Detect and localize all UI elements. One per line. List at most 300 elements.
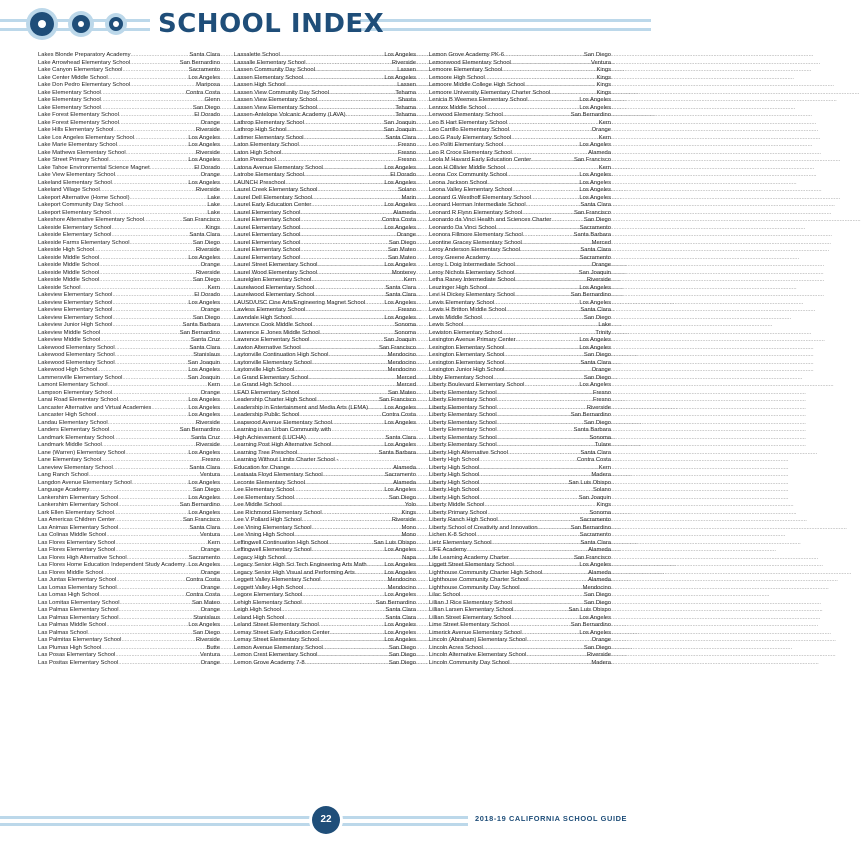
dot-leader <box>329 90 395 98</box>
school-name: Landau Elementary School <box>38 419 108 426</box>
dot-leader <box>526 202 581 210</box>
school-name: Las Flores Elementary School <box>38 547 116 553</box>
school-name: Lee Vining Elementary School <box>234 524 312 531</box>
dot-leader <box>300 225 384 233</box>
dot-leader <box>96 412 188 420</box>
index-entry <box>38 480 220 488</box>
dot-leader <box>368 405 384 413</box>
school-name: Lewis H Britton Middle School <box>429 307 507 313</box>
dot-leader <box>99 262 200 270</box>
county-name: San Bernardino <box>570 292 611 298</box>
county-name: San Bernardino <box>179 427 220 433</box>
index-entry <box>38 142 220 150</box>
dot-leader <box>276 157 398 165</box>
county-name: Orange <box>591 262 611 268</box>
county-name: Madera <box>591 472 611 478</box>
index-entry <box>234 412 416 420</box>
school-name: Lakeview Elementary School <box>38 314 113 321</box>
school-name: Liberty High School <box>429 479 480 486</box>
dot-leader <box>130 195 208 203</box>
index-entry <box>234 300 416 308</box>
dot-leader <box>99 270 196 278</box>
school-name: Lassalle Elementary School <box>234 59 306 66</box>
school-name: Lawless Elementary School <box>234 307 306 313</box>
index-entry <box>234 315 416 323</box>
county-name: San Diego <box>192 629 220 636</box>
county-name: Mono <box>401 532 416 538</box>
county-name: Santa Barbara <box>182 322 220 328</box>
county-name: San Francisco <box>182 517 220 523</box>
index-entry <box>38 150 220 158</box>
index-entry <box>234 517 416 525</box>
index-entry <box>234 585 416 593</box>
school-name: Leconte Elementary School <box>234 479 305 486</box>
dot-leader <box>305 660 389 668</box>
county-name: San Diego <box>583 352 611 358</box>
dot-leader <box>497 435 590 443</box>
county-name: San Bernardino <box>179 502 220 508</box>
index-entry <box>429 420 611 428</box>
decorative-circle-small <box>109 17 123 31</box>
dot-leader <box>301 345 379 353</box>
index-entry <box>429 382 611 390</box>
county-name: Lassen <box>397 67 416 73</box>
dot-leader <box>294 532 401 540</box>
county-name: San Joaquin <box>187 374 220 381</box>
index-entry <box>234 277 416 285</box>
county-name: Fresno <box>397 149 416 156</box>
index-entry <box>429 540 611 548</box>
index-entry <box>38 615 220 623</box>
index-entry <box>38 75 220 83</box>
index-entry <box>429 300 611 308</box>
dot-leader <box>297 450 378 458</box>
school-name: Lassen Elementary School <box>234 74 303 81</box>
index-entry <box>429 202 611 210</box>
index-entry <box>234 105 416 113</box>
dot-leader <box>118 660 200 668</box>
dot-leader <box>328 352 387 360</box>
school-name: Leroy Nichols Elementary School <box>429 269 515 276</box>
county-name: San Joaquin <box>187 359 220 366</box>
school-name: Las Flores Home Education Independent Study Academy <box>38 562 186 568</box>
county-name: Los Angeles <box>579 187 611 193</box>
county-name: San Joaquin <box>383 119 416 126</box>
dot-leader <box>94 247 196 255</box>
county-name: Orange <box>200 607 220 613</box>
county-name: Los Angeles <box>384 547 416 553</box>
school-name: Lassen View Elementary School <box>234 104 318 111</box>
index-entry <box>234 187 416 195</box>
school-name: Lewis School <box>429 322 464 328</box>
dot-leader <box>502 330 595 338</box>
dot-leader <box>109 427 179 435</box>
dot-leader <box>100 337 191 345</box>
county-name: Orange <box>200 584 220 591</box>
index-entry <box>234 150 416 158</box>
dot-leader <box>529 577 589 585</box>
index-entry <box>38 390 220 398</box>
dot-leader <box>317 397 379 405</box>
county-name: Merced <box>591 239 611 246</box>
index-entry <box>234 630 416 638</box>
index-entry <box>234 510 416 518</box>
county-name: Kings <box>596 89 611 96</box>
dot-leader <box>115 172 201 180</box>
index-entry <box>429 277 611 285</box>
index-entry <box>38 607 220 615</box>
county-name: Kern <box>403 277 416 283</box>
dot-leader <box>467 547 588 555</box>
index-entry <box>429 592 611 600</box>
dot-leader <box>97 367 188 375</box>
index-entry <box>429 255 611 263</box>
dot-leader <box>482 315 584 323</box>
county-name: Orange <box>200 172 220 178</box>
county-name: Los Angeles <box>579 562 611 568</box>
school-name: Lighthouse Community Charter High School <box>429 569 543 576</box>
dot-leader <box>322 510 402 518</box>
school-name: Limerick Avenue Elementary School <box>429 629 522 636</box>
school-name: Lehigh Elementary School <box>234 599 302 606</box>
dot-leader <box>516 337 580 345</box>
dot-leader <box>125 450 188 458</box>
county-name: Kings <box>401 509 416 516</box>
school-name: Lake Forest Elementary School <box>38 119 119 126</box>
county-name: Mendocino <box>582 584 611 591</box>
index-entry <box>234 202 416 210</box>
county-name: Los Angeles <box>188 562 220 568</box>
index-entry <box>234 292 416 300</box>
school-name: Leona Valley Elementary School <box>429 187 513 193</box>
county-name: San Francisco <box>573 554 611 561</box>
school-name: Lammersville Elementary School <box>38 374 123 381</box>
dot-leader <box>112 390 201 398</box>
index-entry <box>429 525 611 533</box>
county-name: Orange <box>200 119 220 126</box>
dot-leader <box>291 382 397 390</box>
index-entry <box>38 90 220 98</box>
county-name: Los Angeles <box>188 412 220 418</box>
index-entry <box>38 360 220 368</box>
county-name: Santa Clara <box>385 434 416 441</box>
county-name: Santa Clara <box>580 307 611 313</box>
index-entry <box>429 247 611 255</box>
dot-leader <box>490 255 580 263</box>
dot-leader <box>130 52 189 60</box>
county-name: San Luis Obispo <box>568 479 611 486</box>
county-name: Riverside <box>586 652 611 658</box>
index-entry <box>429 112 611 120</box>
index-entry <box>429 450 611 458</box>
county-name: Los Angeles <box>384 419 416 426</box>
county-name: San Diego <box>388 659 416 666</box>
index-entry <box>234 652 416 660</box>
index-entry <box>38 277 220 285</box>
dot-leader <box>114 510 188 518</box>
index-entry <box>429 232 611 240</box>
dot-leader <box>496 225 580 233</box>
county-name: Santa Clara <box>189 232 220 238</box>
index-entry <box>234 480 416 488</box>
index-entry <box>38 52 220 60</box>
county-name: El Dorado <box>390 172 416 178</box>
index-entry <box>38 645 220 653</box>
index-entry <box>234 135 416 143</box>
county-name: Ventura <box>200 472 220 478</box>
index-entry <box>234 157 416 165</box>
index-entry <box>234 435 416 443</box>
county-name: Kern <box>207 382 220 388</box>
dot-leader <box>504 52 584 60</box>
index-entry <box>429 405 611 413</box>
index-entry <box>429 97 611 105</box>
school-name: Learning in an Urban Community with <box>234 427 331 433</box>
county-name: Mendocino <box>387 584 416 591</box>
dot-leader <box>99 255 188 263</box>
school-name: Liberty Elementary School <box>429 404 497 411</box>
school-name: Lighthouse Community Charter School <box>429 577 529 583</box>
county-name: San Diego <box>388 239 416 246</box>
index-entry <box>429 307 611 315</box>
index-entry <box>38 457 220 465</box>
index-entry <box>429 427 611 435</box>
dot-leader <box>507 120 599 128</box>
index-entry <box>38 525 220 533</box>
dot-leader <box>119 607 201 615</box>
dot-leader <box>111 232 189 240</box>
index-entry <box>38 322 220 330</box>
index-entry <box>234 262 416 270</box>
dot-leader <box>130 60 180 68</box>
index-entry <box>38 82 220 90</box>
school-name: Lilac School <box>429 592 461 598</box>
county-name: Santa Barbara <box>573 427 611 433</box>
county-name: Santa Clara <box>189 524 220 531</box>
school-name: Lane Elementary School <box>38 457 102 463</box>
county-name: Santa Clara <box>580 202 611 208</box>
school-name: Leo G Pauly Elementary School <box>429 134 512 141</box>
county-name: San Diego <box>583 374 611 381</box>
index-entry <box>38 367 220 375</box>
index-entry <box>429 67 611 75</box>
school-name: Lewis Elementary School <box>429 299 495 306</box>
dot-leader <box>112 315 192 323</box>
school-name: Lexington Elementary School <box>429 344 505 351</box>
dot-leader <box>103 570 201 578</box>
index-entry <box>234 52 416 60</box>
school-name: Liggett Street Elementary School <box>429 562 514 568</box>
school-name: Liberty High School <box>429 472 480 478</box>
county-name: Los Angeles <box>579 337 611 343</box>
school-name: Laytonville Continuation High School <box>234 352 329 358</box>
county-name: Orange <box>396 232 416 238</box>
index-entry <box>38 60 220 68</box>
dot-leader <box>538 525 571 533</box>
county-name: Sonoma <box>394 329 416 336</box>
dot-leader <box>365 300 384 308</box>
county-name: Los Angeles <box>579 172 611 178</box>
school-name: Language Academy <box>38 487 90 493</box>
dot-leader <box>112 300 188 308</box>
index-entry <box>234 337 416 345</box>
county-name: Yolo <box>404 502 416 508</box>
dot-leader <box>312 525 402 533</box>
index-entry <box>234 600 416 608</box>
school-name: Leroy Greene Academy <box>429 254 490 261</box>
dot-leader <box>331 442 384 450</box>
decorative-circle-medium <box>72 15 90 33</box>
school-name: Education for Change <box>234 464 291 471</box>
county-name: Contra Costa <box>185 89 220 96</box>
index-entry <box>38 232 220 240</box>
school-name: LAUNCH Preschool <box>234 179 286 186</box>
county-name: Los Angeles <box>384 74 416 81</box>
school-name: Lemay Street Elementary School <box>234 637 319 643</box>
dot-leader <box>151 405 188 413</box>
index-entry <box>38 187 220 195</box>
index-entry <box>38 165 220 173</box>
dot-leader <box>101 97 205 105</box>
county-name: San Bernardino <box>570 412 611 418</box>
county-name: Napa <box>402 554 416 561</box>
school-name: Landmark Middle School <box>38 442 102 448</box>
dot-leader <box>300 210 393 218</box>
index-entry <box>234 532 416 540</box>
county-name: Riverside <box>195 637 220 643</box>
index-entry <box>234 420 416 428</box>
school-name: Laurel Elementary School <box>234 247 301 253</box>
dot-leader <box>81 285 208 293</box>
index-column-2 <box>234 52 416 667</box>
index-entry <box>429 82 611 90</box>
index-entry <box>234 645 416 653</box>
county-name: Los Angeles <box>579 344 611 351</box>
index-entry <box>234 180 416 188</box>
school-name: Lemon Avenue Elementary School <box>234 644 323 651</box>
school-name: Landmark Elementary School <box>38 434 115 441</box>
index-entry <box>429 660 611 668</box>
county-name: Santa Barbara <box>573 232 611 238</box>
school-name: Lankershim Elementary School <box>38 494 119 501</box>
county-name: Tehama <box>395 112 416 118</box>
dot-leader <box>492 540 581 548</box>
school-name: Leroy Anderson Elementary School <box>429 247 520 253</box>
dot-leader <box>290 465 393 473</box>
county-name: Alameda <box>588 149 611 156</box>
county-name: Riverside <box>195 149 220 156</box>
index-entry <box>429 285 611 293</box>
county-name: Los Angeles <box>384 262 416 268</box>
school-name: Lakeshore Alternative Elementary School <box>38 217 145 223</box>
school-name: Las Palmas Elementary School <box>38 607 119 613</box>
county-name: Mendocino <box>387 352 416 358</box>
school-name: Lancaster High School <box>38 412 97 418</box>
school-name: Las Flores Middle School <box>38 569 104 576</box>
county-name: Kings <box>596 67 611 73</box>
index-entry <box>429 120 611 128</box>
county-name: San Diego <box>583 592 611 598</box>
school-name: Lake Elementary School <box>38 97 101 103</box>
school-name: Lakeside High School <box>38 247 95 253</box>
dot-leader <box>109 157 189 165</box>
dot-leader <box>497 412 571 420</box>
school-name: Leapwood Avenue Elementary School <box>234 419 332 426</box>
dot-leader <box>323 645 389 653</box>
index-entry <box>429 337 611 345</box>
county-name: Los Angeles <box>188 157 220 163</box>
county-name: Los Angeles <box>579 194 611 201</box>
index-entry <box>429 157 611 165</box>
index-entry <box>429 495 611 503</box>
dot-leader <box>308 375 396 383</box>
dot-leader <box>294 495 389 503</box>
dot-leader <box>101 645 206 653</box>
dot-leader <box>483 645 584 653</box>
dot-leader <box>130 82 196 90</box>
dot-leader <box>314 292 385 300</box>
index-entry <box>234 165 416 173</box>
dot-leader <box>115 547 200 555</box>
dot-leader <box>302 592 384 600</box>
index-entry <box>429 322 611 330</box>
county-name: Riverside <box>195 442 220 448</box>
county-name: Los Angeles <box>384 314 416 321</box>
dot-leader <box>550 90 596 98</box>
county-name: Mariposa <box>196 82 220 88</box>
index-entry <box>38 375 220 383</box>
county-name: San Bernardino <box>179 59 220 66</box>
school-name: Liberty Elementary School <box>429 412 497 418</box>
school-name: Laton Elementary School <box>234 142 299 148</box>
dot-leader <box>115 517 183 525</box>
dot-leader <box>330 630 385 638</box>
index-entry <box>429 435 611 443</box>
school-name: Lakes Blonde Preparatory Academy <box>38 52 131 58</box>
index-entry <box>234 285 416 293</box>
index-entry <box>38 570 220 578</box>
dot-leader <box>302 600 376 608</box>
school-name: Libby Elementary School <box>429 374 494 381</box>
dot-leader <box>116 577 186 585</box>
county-name: Solano <box>397 187 416 193</box>
school-name: Laurel Elementary School <box>234 254 301 261</box>
county-name: Mendocino <box>387 359 416 366</box>
county-name: Lake <box>598 322 611 328</box>
dot-leader <box>89 472 200 480</box>
school-name: Lake View Elementary School <box>38 172 115 178</box>
index-entry <box>429 52 611 60</box>
dot-leader <box>460 592 584 600</box>
county-name: Orange <box>200 569 220 576</box>
county-name: Alameda <box>588 577 611 583</box>
county-name: San Diego <box>583 419 611 426</box>
dot-leader <box>551 217 584 225</box>
school-name: Lietz Elementary School <box>429 539 492 546</box>
index-entry <box>429 532 611 540</box>
county-name: Solano <box>592 487 611 493</box>
county-name: Kern <box>598 164 611 171</box>
index-entry <box>38 652 220 660</box>
dot-leader <box>292 315 385 323</box>
index-entry <box>429 75 611 83</box>
school-name: Lamont Elementary School <box>38 382 108 388</box>
dot-leader <box>315 67 397 75</box>
index-entry <box>234 450 416 458</box>
county-name: Orange <box>591 637 611 643</box>
school-name: Leuzinger High School <box>429 284 488 291</box>
school-name: Lakeview Elementary School <box>38 307 113 313</box>
